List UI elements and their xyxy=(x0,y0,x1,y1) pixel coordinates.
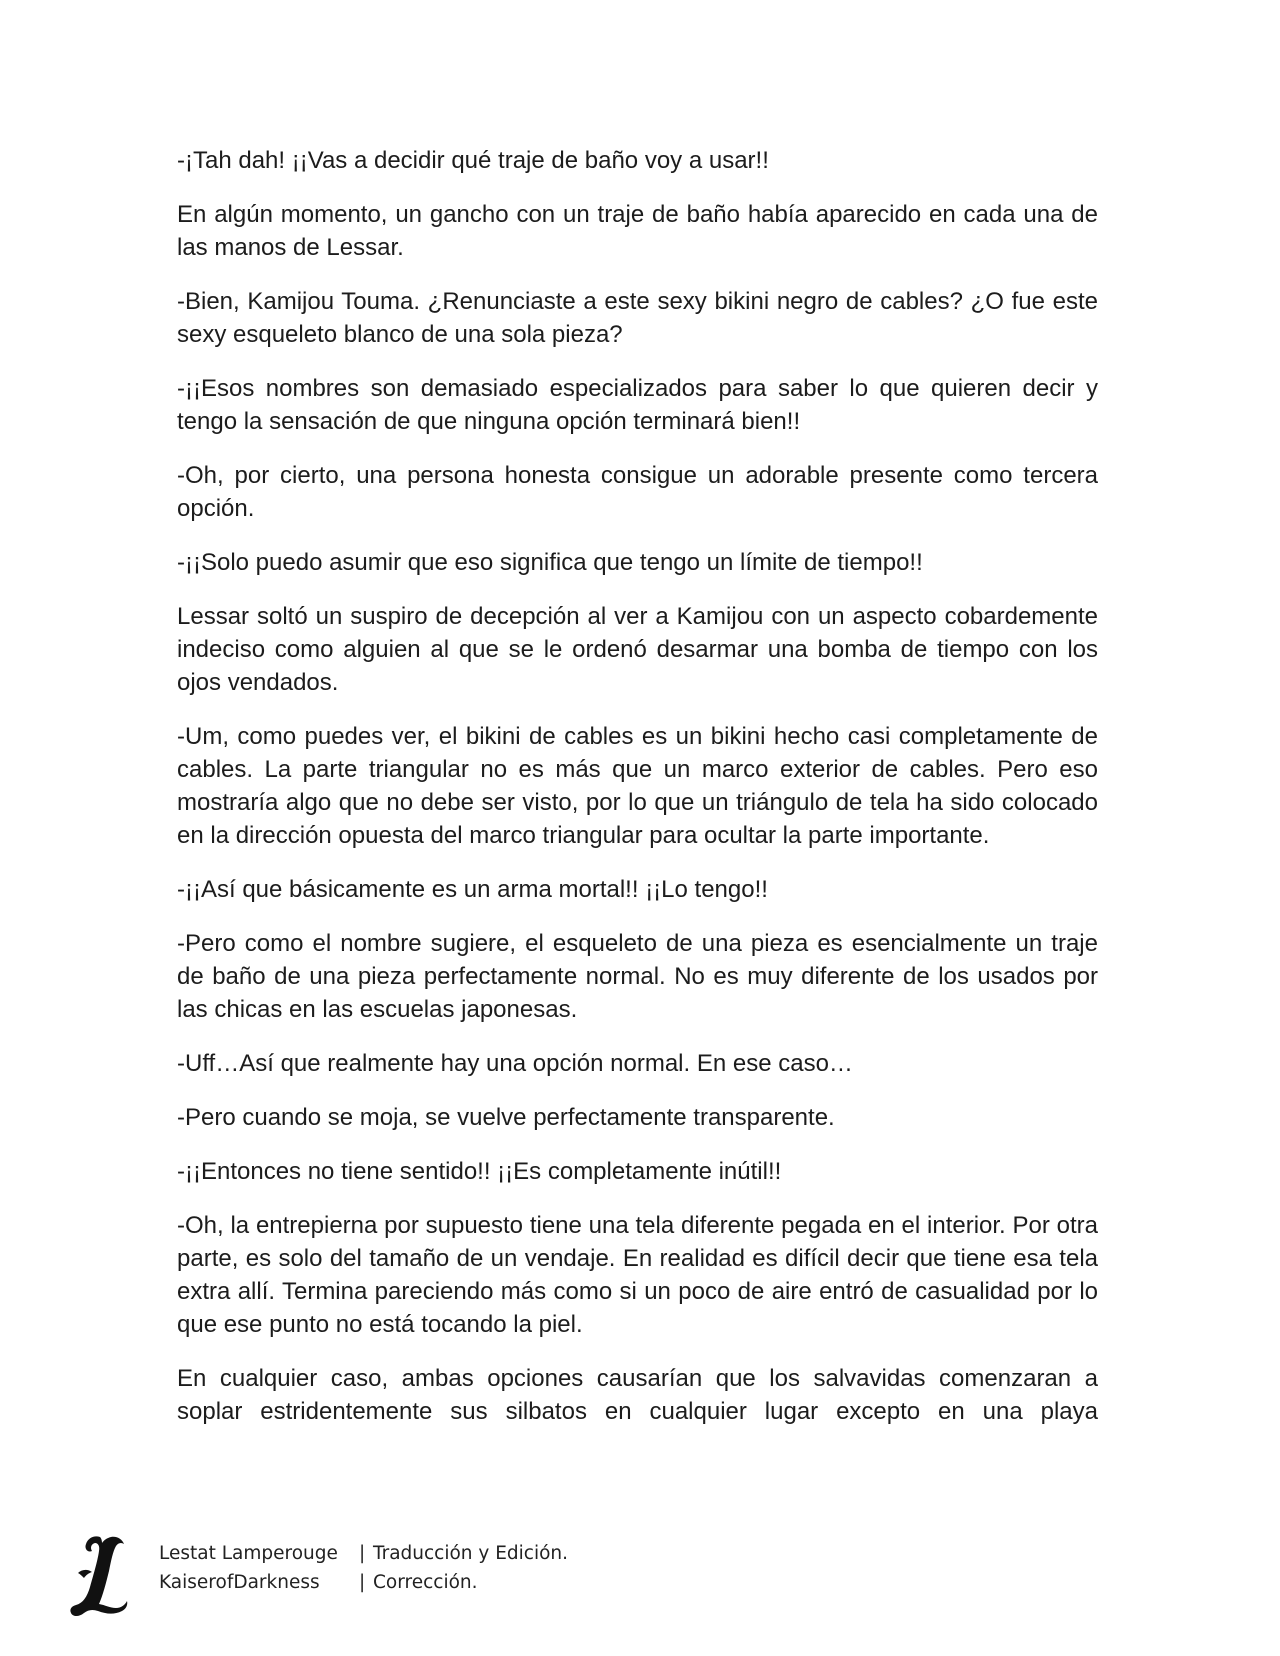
paragraph: Lessar soltó un suspiro de decepción al ver a Kamijou con un aspecto cobardemente indeciso como alguien al que se le ordenó desarmar una bomba de tiempo con los ojos vendados. xyxy=(177,603,1098,696)
paragraph: -Bien, Kamijou Touma. ¿Renunciaste a este sexy bikini negro de cables? ¿O fue este sexy esqueleto blanco de una sola pieza? xyxy=(177,288,1098,348)
paragraph: -Pero cuando se moja, se vuelve perfectamente transparente. xyxy=(177,1104,835,1131)
paragraph: -Uff…Así que realmente hay una opción normal. En ese caso… xyxy=(177,1050,853,1077)
paragraph: -¡¡Entonces no tiene sentido!! ¡¡Es completamente inútil!! xyxy=(177,1158,782,1185)
paragraph: -Pero como el nombre sugiere, el esqueleto de una pieza es esencialmente un traje de baño de una pieza perfectamente normal. No es muy diferente de los usados por las chicas en las escuelas japonesas. xyxy=(177,930,1098,1023)
credit-line xyxy=(159,1539,568,1568)
paragraph: -¡¡Solo puedo asumir que eso significa que tengo un límite de tiempo!! xyxy=(177,549,923,576)
credits xyxy=(159,1539,568,1597)
document-body xyxy=(177,144,1098,1428)
paragraph: -¡Tah dah! ¡¡Vas a decidir qué traje de baño voy a usar!! xyxy=(177,147,769,174)
paragraph: -¡¡Esos nombres son demasiado especializados para saber lo que quieren decir y tengo la sensación de que ninguna opción terminará bien!! xyxy=(177,375,1098,435)
credit-separator: | xyxy=(359,1572,366,1593)
paragraph: -¡¡Así que básicamente es un arma mortal!! ¡¡Lo tengo!! xyxy=(177,876,768,903)
gothic-l-logo xyxy=(66,1533,132,1619)
credit-name: KaiserofDarkness xyxy=(159,1572,320,1593)
credit-separator: | xyxy=(359,1543,366,1564)
page-footer xyxy=(66,1533,766,1623)
paragraph: -Oh, la entrepierna por supuesto tiene una tela diferente pegada en el interior. Por otra parte, es solo del tamaño de un vendaje. En realidad es difícil decir que tiene esa tela extra allí. Termina pareciendo más como si un poco de aire entró de casualidad por lo que ese punto no está tocando la piel. xyxy=(177,1212,1098,1338)
credit-name: Lestat Lamperouge xyxy=(159,1543,338,1564)
credit-line xyxy=(159,1568,568,1597)
paragraph: -Oh, por cierto, una persona honesta consigue un adorable presente como tercera opción. xyxy=(177,462,1098,522)
paragraph: -Um, como puedes ver, el bikini de cables es un bikini hecho casi completamente de cables. La parte triangular no es más que un marco exterior de cables. Pero eso mostraría algo que no debe ser visto, por lo que un triángulo de tela ha sido colocado en la dirección opuesta del marco triangular para ocultar la parte importante. xyxy=(177,723,1098,849)
credit-role: Traducción y Edición. xyxy=(373,1543,569,1564)
paragraph: En algún momento, un gancho con un traje de baño había aparecido en cada una de las manos de Lessar. xyxy=(177,201,1098,261)
credit-role: Corrección. xyxy=(373,1572,478,1593)
paragraph: En cualquier caso, ambas opciones causarían que los salvavidas comenzaran a soplar estridentemente sus silbatos en cualquier lugar excepto en una playa xyxy=(177,1365,1098,1425)
